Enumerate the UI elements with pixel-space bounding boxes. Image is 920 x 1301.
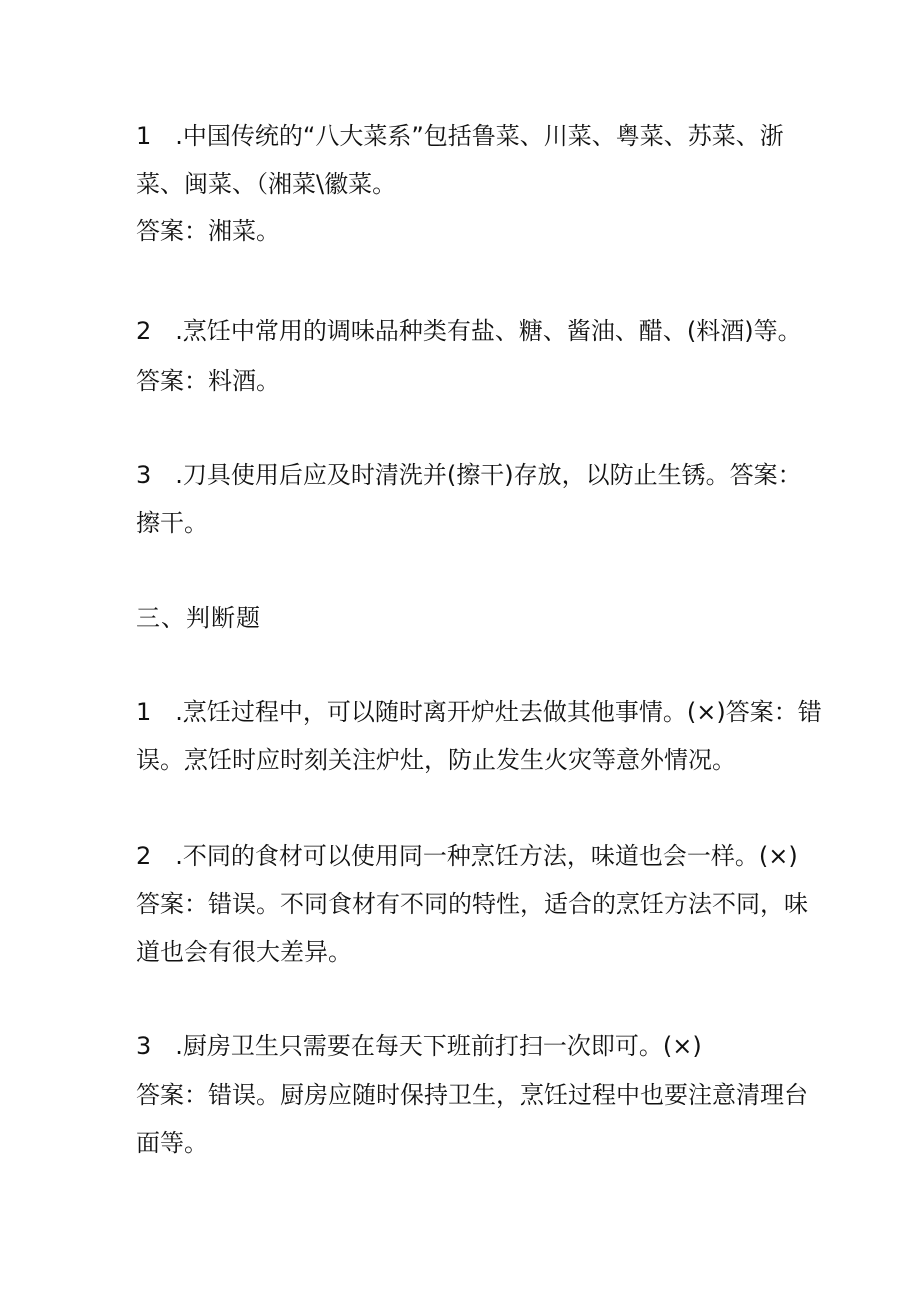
question-line: 2 .烹饪中常用的调味品种类有盐、糖、酱油、醋、(料酒)等。 bbox=[136, 317, 802, 345]
question-line: 擦干。 bbox=[136, 509, 208, 537]
question-line: 3 .厨房卫生只需要在每天下班前打扫一次即可。(×) bbox=[136, 1032, 702, 1060]
answer-line: 答案：湘菜。 bbox=[136, 217, 280, 245]
section-heading: 三、判断题 bbox=[136, 604, 261, 632]
question-line: 1 .烹饪过程中，可以随时离开炉灶去做其他事情。(×)答案：错 bbox=[136, 698, 822, 726]
question-line: 3 .刀具使用后应及时清洗并(擦干)存放，以防止生锈。答案： bbox=[136, 461, 802, 489]
question-line: 道也会有很大差异。 bbox=[136, 938, 352, 966]
question-line: 1 .中国传统的“八大菜系”包括鲁菜、川菜、粤菜、苏菜、浙 bbox=[136, 122, 784, 150]
question-line: 答案：错误。不同食材有不同的特性，适合的烹饪方法不同，味 bbox=[136, 890, 808, 918]
question-line: 面等。 bbox=[136, 1129, 208, 1157]
question-line: 菜、闽菜、（湘菜\徽菜。 bbox=[136, 170, 397, 198]
question-line: 2 .不同的食材可以使用同一种烹饪方法，味道也会一样。(×) bbox=[136, 842, 798, 870]
question-line: 误。烹饪时应时刻关注炉灶，防止发生火灾等意外情况。 bbox=[136, 746, 736, 774]
answer-line: 答案：料酒。 bbox=[136, 367, 280, 395]
question-line: 答案：错误。厨房应随时保持卫生，烹饪过程中也要注意清理台 bbox=[136, 1081, 808, 1109]
